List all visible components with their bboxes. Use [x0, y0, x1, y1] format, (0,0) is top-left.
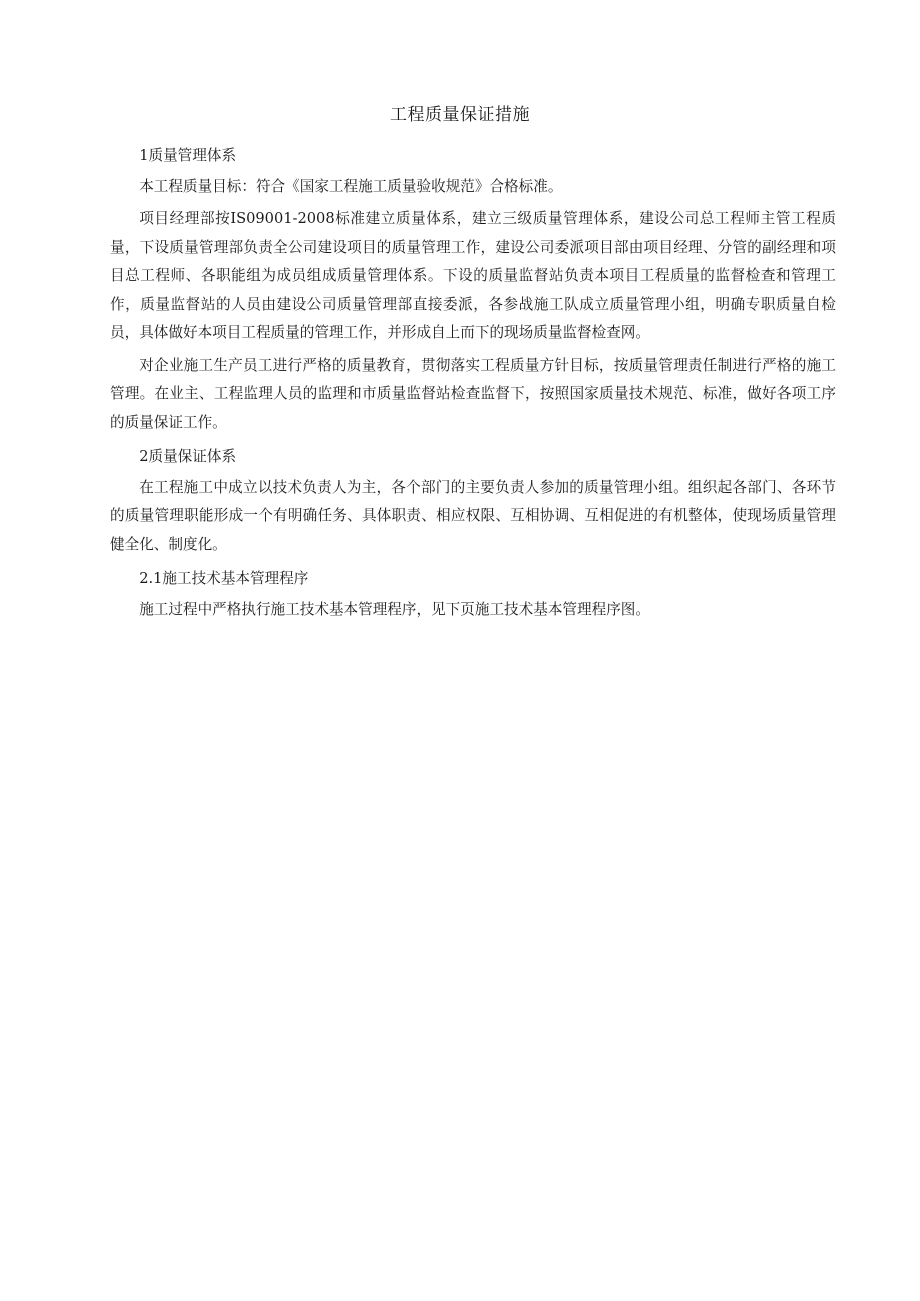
document-body [110, 142, 836, 624]
section-2-1-paragraph-1: 施工过程中严格执行施工技术基本管理程序，见下页施工技术基本管理程序图。 [139, 600, 650, 618]
section-heading-2-1: 2.1施工技术基本管理程序 [139, 570, 309, 587]
section-2-paragraph-1: 在工程施工中成立以技术负责人为主，各个部门的主要负责人参加的质量管理小组。组织起各部门、各环节的质量管理职能形成一个有明确任务、具体职责、相应权限、互相协调、互相促进的有机整体，使现场质量管理健全化、制度化。 [110, 478, 836, 553]
document-title: 工程质量保证措施 [390, 105, 530, 125]
section-1-paragraph-1: 本工程质量目标：符合《国家工程施工质量验收规范》合格标准。 [139, 177, 563, 195]
section-heading-2: 2质量保证体系 [139, 448, 237, 465]
section-1-paragraph-2: 项目经理部按IS09001-2008标准建立质量体系，建立三级质量管理体系，建设公司总工程师主管工程质量，下设质量管理部负责全公司建设项目的质量管理工作，建设公司委派项目部由项目经理、分管的副经理和项目总工程师、各职能组为成员组成质量管理体系。下设的质量监督站负责本项目工程质量的监督检查和管理工作，质量监督站的人员由建设公司质量管理部直接委派，各参战施工队成立质量管理小组，明确专职质量自检员，具体做好本项目工程质量的管理工作，并形成自上而下的现场质量监督检查网。 [110, 210, 836, 341]
section-heading-1: 1质量管理体系 [139, 147, 237, 164]
section-1-paragraph-3: 对企业施工生产员工进行严格的质量教育，贯彻落实工程质量方针目标，按质量管理责任制进行严格的施工管理。在业主、工程监理人员的监理和市质量监督站检查监督下，按照国家质量技术规范、标准，做好各项工序的质量保证工作。 [110, 356, 836, 431]
